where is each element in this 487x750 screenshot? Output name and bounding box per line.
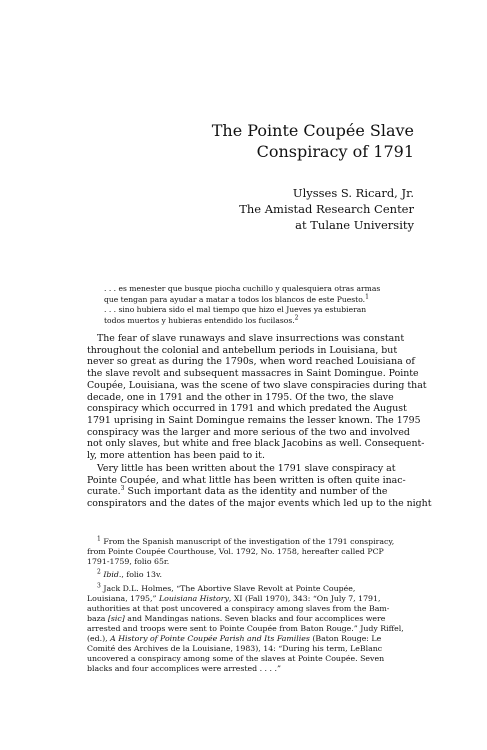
footnote-ref: 3 (120, 485, 125, 493)
body-paragraph-2 (87, 463, 432, 510)
epigraph-line: . . . sino hubiera sido el mal tiempo que hizo el Jueves ya estubieran (104, 305, 367, 314)
footnote-number: 2 (97, 568, 101, 576)
journal-title: Louisiana History (158, 594, 229, 603)
footnote-number: 3 (97, 582, 101, 590)
text-line: conspiracy which occurred in 1791 and which predated the August (87, 403, 407, 415)
text-line: 1791 uprising in Saint Domingue remains the lesser known. The 1795 (87, 414, 421, 426)
text-line: never so great as during the 1790s, when word reached Louisiana of (87, 356, 415, 368)
text-line: conspirators and the dates of the major events which led up to the night (87, 498, 432, 510)
text-line: The fear of slave runaways and slave insurrections was constant (97, 333, 405, 344)
epigraph-line: . . . es menester que busque piocha cuchillo y qualesquiera otras armas (104, 284, 381, 293)
text-line: Coupée, Louisiana, was the scene of two slave conspiracies during that (87, 379, 427, 391)
text-line: curate.$^3$ Such important data as the identity and number of the (87, 485, 388, 498)
text-line: decade, one in 1791 and the other in 1795. Of the two, the slave (87, 391, 394, 403)
footnote-ref: 1 (365, 292, 369, 300)
text-line: the slave revolt and subsequent massacres in Saint Domingue. Pointe (87, 368, 419, 380)
article-title-line-2: Conspiracy of 1791 (256, 142, 414, 161)
footnote-1: $^1$ From the Spanish manuscript of the investigation of the 1791 conspiracy, from Pointe Coupée Courthouse, Vol. 1792, No. 1758, hereafter called PCP 1791-1759, folio 65r. (87, 535, 395, 566)
epigraph (104, 284, 420, 326)
epigraph-line: todos muertos y hubieras entendido los fucilasos.$^2$ (104, 313, 299, 325)
author-affiliation-2: at Tulane University (295, 218, 414, 232)
text-line: Very little has been written about the 1791 slave conspiracy at (97, 463, 396, 474)
text-line: ly, more attention has been paid to it. (87, 450, 265, 462)
book-title: A History of Pointe Coupée Parish and Its Families (110, 634, 310, 643)
footnote-3: $^3$ Jack D.L. Holmes, “The Abortive Slave Revolt at Pointe Coupée, Louisiana, 1795,” Louisiana History, XI (Fall 1970), 343: “On July 7, 1791, authorities at that post uncovered a conspiracy among slaves from the Bam- baza [sic] and Mandingas nations. Seven blacks and four accomplices were arrested and troops were sent to Pointe Coupée from Baton Rouge.” Judy Riffel, (ed.), A History of Pointe Coupée Parish and Its Families (Baton Rouge: Le Comité des Archives de la Louisiane, 1983), 14: “During his term, LeBlanc uncovered a conspiracy among some of the slaves at Pointe Coupée. Seven blacks and four accomplices were arrested . . . .” (87, 582, 404, 673)
text-line: conspiracy was the larger and more serious of the two and involved (87, 426, 410, 438)
footnote-2: $^2$ Ibid., folio 13v. (97, 568, 162, 579)
text-line: throughout the colonial and antebellum periods in Louisiana, but (87, 344, 398, 356)
body-paragraph-1 (87, 333, 427, 462)
footnote-number: 1 (97, 535, 101, 543)
author-name: Ulysses S. Ricard, Jr. (292, 186, 414, 200)
text-line: not only slaves, but white and free black Jacobins as well. Consequent- (87, 438, 425, 450)
text-line: Pointe Coupée, and what little has been written is often quite inac- (87, 474, 406, 486)
article-title-line-1: The Pointe Coupée Slave (211, 121, 414, 140)
epigraph-line: que tengan para ayudar a matar a todos los blancos de este Puesto.$^1$ (104, 292, 369, 304)
author-affiliation-1: The Amistad Research Center (239, 202, 414, 216)
footnote-ref: 2 (294, 313, 299, 321)
